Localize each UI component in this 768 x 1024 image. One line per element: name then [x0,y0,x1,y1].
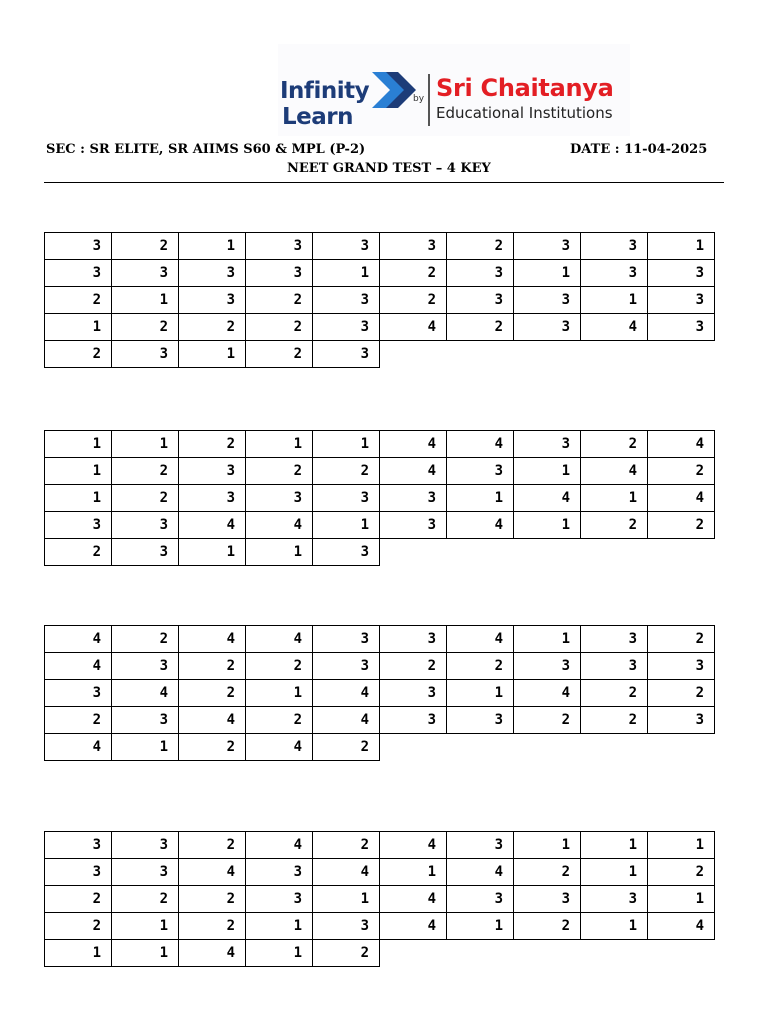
table-row [45,539,715,566]
answer-cell: 3 [45,260,112,287]
answer-cell: 3 [246,260,313,287]
answer-cell: 3 [514,886,581,913]
empty-cell [380,539,447,566]
answer-cell: 4 [380,431,447,458]
answer-cell: 3 [380,512,447,539]
answer-cell: 3 [581,653,648,680]
table-row [45,458,715,485]
institution-subtitle: Educational Institutions [436,104,613,122]
answer-cell: 1 [112,287,179,314]
answer-cell: 2 [246,314,313,341]
answer-cell: 3 [112,260,179,287]
empty-cell [514,341,581,368]
answer-cell: 3 [179,485,246,512]
empty-cell [447,940,514,967]
answer-cell: 3 [246,485,313,512]
answer-cell: 4 [179,859,246,886]
answer-cell: 2 [112,233,179,260]
answer-cell: 4 [179,707,246,734]
answer-cell: 3 [45,512,112,539]
empty-cell [581,940,648,967]
answer-cell: 3 [45,832,112,859]
answer-cell: 1 [648,886,715,913]
answer-cell: 1 [179,233,246,260]
answer-cell: 2 [45,886,112,913]
page-title: NEET GRAND TEST – 4 KEY [287,161,491,176]
by-label: by [413,94,425,104]
answer-cell: 4 [514,485,581,512]
answer-cell: 1 [246,680,313,707]
answer-cell: 1 [246,539,313,566]
answer-cell: 1 [246,940,313,967]
table-row [45,734,715,761]
answer-cell: 3 [179,260,246,287]
section-label: SEC : SR ELITE, SR AIIMS S60 & MPL (P-2) [46,142,366,157]
answer-cell: 2 [581,431,648,458]
brand-line1: Infinity [280,78,370,104]
answer-cell: 2 [313,940,380,967]
table-row [45,859,715,886]
answer-key-table-1 [44,232,715,368]
answer-cell: 3 [246,233,313,260]
answer-cell: 4 [514,680,581,707]
answer-cell: 3 [581,626,648,653]
answer-cell: 2 [380,260,447,287]
answer-cell: 3 [45,680,112,707]
empty-cell [514,734,581,761]
answer-cell: 1 [514,260,581,287]
answer-cell: 2 [179,913,246,940]
answer-cell: 2 [246,458,313,485]
answer-cell: 2 [112,458,179,485]
answer-cell: 4 [447,512,514,539]
answer-key-table-3 [44,625,715,761]
answer-cell: 4 [447,859,514,886]
table-row [45,707,715,734]
answer-cell: 2 [246,287,313,314]
answer-cell: 3 [447,458,514,485]
answer-cell: 3 [179,458,246,485]
empty-cell [648,341,715,368]
empty-cell [648,539,715,566]
answer-cell: 4 [581,314,648,341]
empty-cell [514,940,581,967]
empty-cell [447,341,514,368]
answer-cell: 4 [380,458,447,485]
answer-cell: 3 [514,653,581,680]
answer-cell: 1 [112,734,179,761]
answer-cell: 2 [514,859,581,886]
answer-cell: 1 [313,431,380,458]
answer-cell: 4 [246,512,313,539]
answer-cell: 3 [179,287,246,314]
answer-cell: 3 [112,512,179,539]
answer-cell: 3 [514,233,581,260]
answer-cell: 2 [648,458,715,485]
answer-cell: 1 [45,314,112,341]
answer-cell: 2 [112,626,179,653]
empty-cell [447,734,514,761]
answer-cell: 4 [313,707,380,734]
answer-cell: 1 [581,832,648,859]
answer-cell: 3 [313,485,380,512]
answer-cell: 2 [246,653,313,680]
answer-cell: 2 [179,886,246,913]
answer-cell: 3 [447,886,514,913]
answer-cell: 2 [648,680,715,707]
answer-cell: 4 [179,940,246,967]
answer-cell: 2 [581,512,648,539]
answer-cell: 2 [380,653,447,680]
answer-cell: 3 [581,886,648,913]
answer-cell: 1 [313,512,380,539]
answer-cell: 2 [246,707,313,734]
table-row [45,341,715,368]
answer-cell: 1 [447,680,514,707]
answer-cell: 4 [648,431,715,458]
answer-cell: 4 [380,913,447,940]
answer-cell: 4 [246,626,313,653]
answer-cell: 3 [380,626,447,653]
answer-cell: 3 [246,886,313,913]
answer-cell: 1 [313,260,380,287]
answer-cell: 4 [313,859,380,886]
table-row [45,653,715,680]
answer-cell: 2 [45,913,112,940]
answer-cell: 1 [648,233,715,260]
answer-cell: 4 [45,734,112,761]
header-divider [44,182,724,183]
table-row [45,431,715,458]
empty-cell [447,539,514,566]
answer-cell: 1 [45,431,112,458]
answer-cell: 3 [112,707,179,734]
date-label: DATE : 11-04-2025 [570,142,708,157]
answer-cell: 1 [447,913,514,940]
answer-cell: 1 [581,485,648,512]
empty-cell [648,940,715,967]
answer-cell: 4 [447,626,514,653]
table-row [45,512,715,539]
answer-cell: 3 [313,233,380,260]
answer-cell: 3 [447,287,514,314]
logo [278,44,630,136]
answer-cell: 3 [112,653,179,680]
table-row [45,287,715,314]
answer-cell: 2 [380,287,447,314]
answer-cell: 3 [313,653,380,680]
answer-cell: 2 [179,431,246,458]
answer-cell: 2 [514,913,581,940]
empty-cell [380,341,447,368]
answer-cell: 4 [313,680,380,707]
answer-cell: 1 [45,940,112,967]
answer-cell: 3 [246,859,313,886]
answer-cell: 4 [246,832,313,859]
answer-cell: 1 [246,431,313,458]
answer-cell: 4 [648,913,715,940]
answer-cell: 1 [45,485,112,512]
empty-cell [581,734,648,761]
chevron-arrow-icon [368,66,420,114]
answer-cell: 3 [380,707,447,734]
answer-cell: 1 [514,832,581,859]
answer-cell: 1 [246,913,313,940]
answer-cell: 3 [313,539,380,566]
answer-cell: 3 [447,260,514,287]
answer-cell: 2 [246,341,313,368]
table-row [45,626,715,653]
answer-cell: 3 [581,260,648,287]
answer-key-table-4 [44,831,715,967]
answer-cell: 3 [581,233,648,260]
answer-cell: 3 [313,341,380,368]
empty-cell [648,734,715,761]
answer-cell: 2 [45,539,112,566]
answer-cell: 3 [313,287,380,314]
answer-cell: 3 [380,233,447,260]
answer-cell: 2 [313,734,380,761]
answer-cell: 2 [648,512,715,539]
answer-cell: 2 [581,707,648,734]
answer-cell: 3 [112,832,179,859]
answer-cell: 3 [313,314,380,341]
empty-cell [514,539,581,566]
answer-cell: 3 [447,707,514,734]
answer-cell: 2 [112,886,179,913]
answer-cell: 3 [380,680,447,707]
table-row [45,260,715,287]
answer-cell: 4 [380,886,447,913]
answer-cell: 3 [112,859,179,886]
answer-cell: 2 [514,707,581,734]
answer-cell: 4 [648,485,715,512]
answer-cell: 1 [179,539,246,566]
answer-cell: 4 [581,458,648,485]
answer-cell: 4 [45,626,112,653]
answer-cell: 4 [246,734,313,761]
answer-cell: 1 [313,886,380,913]
answer-cell: 2 [648,859,715,886]
answer-cell: 2 [179,314,246,341]
table-row [45,886,715,913]
answer-cell: 2 [112,485,179,512]
empty-cell [581,539,648,566]
answer-cell: 1 [514,626,581,653]
answer-cell: 1 [581,859,648,886]
answer-cell: 2 [45,707,112,734]
answer-cell: 1 [581,287,648,314]
answer-cell: 3 [447,832,514,859]
brand-line2: Learn [282,104,353,130]
answer-cell: 2 [313,458,380,485]
answer-cell: 3 [45,859,112,886]
answer-cell: 1 [581,913,648,940]
answer-cell: 3 [648,287,715,314]
answer-cell: 3 [648,653,715,680]
answer-cell: 2 [179,734,246,761]
answer-cell: 4 [380,832,447,859]
answer-cell: 1 [45,458,112,485]
answer-cell: 2 [179,832,246,859]
answer-cell: 1 [514,458,581,485]
answer-cell: 4 [380,314,447,341]
table-row [45,233,715,260]
answer-cell: 1 [447,485,514,512]
answer-cell: 3 [380,485,447,512]
answer-cell: 3 [112,539,179,566]
answer-cell: 3 [514,431,581,458]
answer-cell: 3 [514,287,581,314]
answer-cell: 2 [179,680,246,707]
answer-cell: 1 [648,832,715,859]
answer-cell: 4 [45,653,112,680]
answer-cell: 4 [112,680,179,707]
answer-cell: 3 [648,260,715,287]
answer-cell: 4 [179,626,246,653]
answer-key-table-2 [44,430,715,566]
answer-cell: 1 [112,431,179,458]
answer-cell: 2 [45,287,112,314]
logo-divider [428,74,430,126]
table-row [45,940,715,967]
answer-cell: 2 [648,626,715,653]
institution-name: Sri Chaitanya [436,74,614,102]
answer-cell: 1 [112,913,179,940]
answer-cell: 4 [179,512,246,539]
answer-cell: 1 [112,940,179,967]
answer-cell: 3 [313,913,380,940]
answer-cell: 2 [179,653,246,680]
empty-cell [380,734,447,761]
answer-cell: 1 [380,859,447,886]
table-row [45,314,715,341]
answer-cell: 3 [514,314,581,341]
table-row [45,485,715,512]
answer-cell: 3 [648,314,715,341]
answer-cell: 2 [447,233,514,260]
table-row [45,680,715,707]
answer-cell: 2 [45,341,112,368]
answer-cell: 2 [581,680,648,707]
answer-cell: 2 [447,653,514,680]
answer-cell: 3 [313,626,380,653]
answer-cell: 2 [447,314,514,341]
answer-cell: 2 [112,314,179,341]
table-row [45,913,715,940]
answer-cell: 1 [514,512,581,539]
table-row [45,832,715,859]
answer-cell: 3 [648,707,715,734]
empty-cell [581,341,648,368]
answer-cell: 4 [447,431,514,458]
answer-cell: 1 [179,341,246,368]
answer-cell: 3 [112,341,179,368]
answer-cell: 2 [313,832,380,859]
answer-cell: 3 [45,233,112,260]
empty-cell [380,940,447,967]
